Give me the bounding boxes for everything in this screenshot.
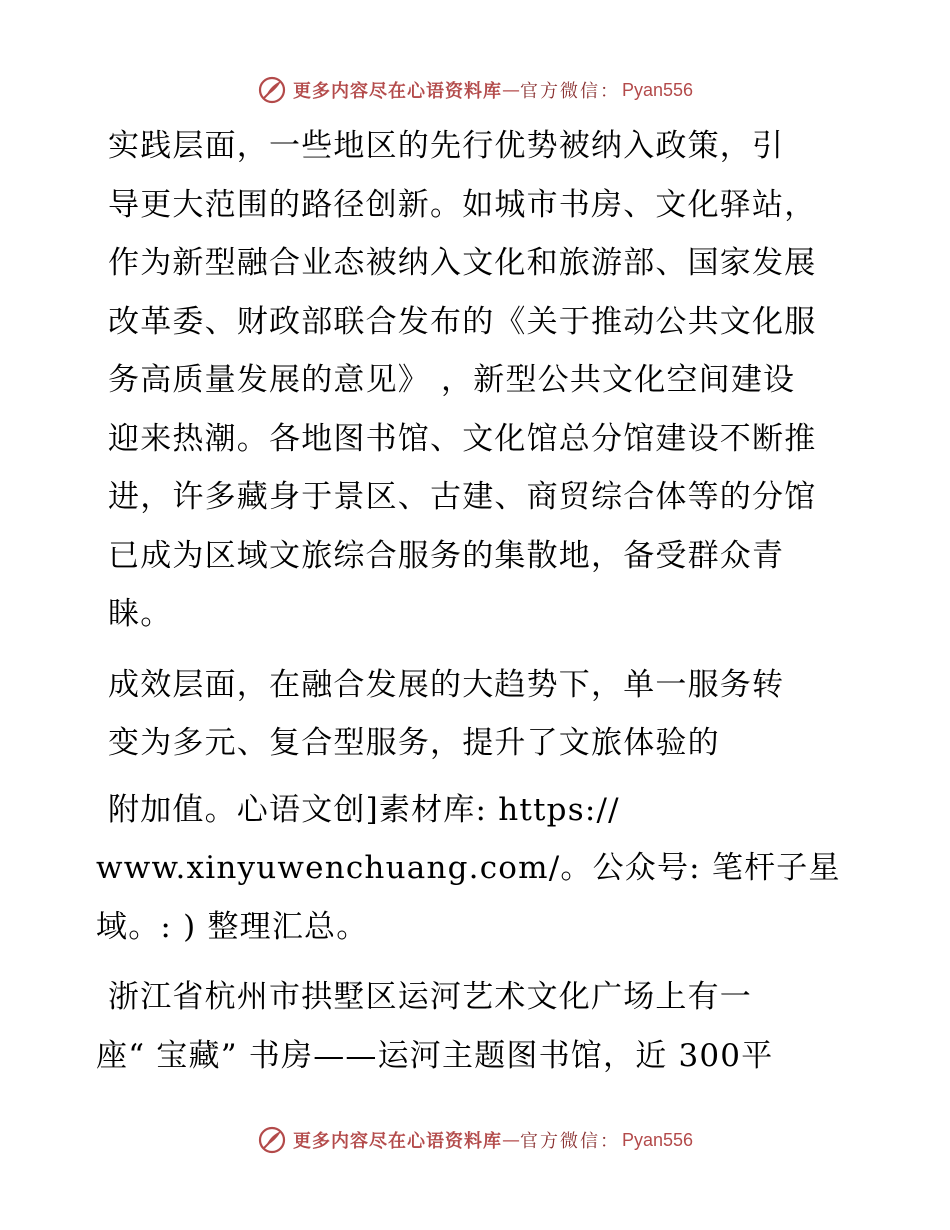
text-line: 变为多元、复合型服务，提升了文旅体验的 [108, 725, 720, 761]
banner-official-label: 官方微信： [519, 81, 620, 102]
document-body [96, 117, 866, 1085]
paragraph-source-note [96, 781, 866, 957]
text-line: 已成为区域文旅综合服务的集散地，备受群众青 [108, 537, 785, 574]
text-line-url: www.xinyuwenchuang.com/。公众号: 笔杆子星 [96, 850, 841, 886]
text-line: 作为新型融合业态被纳入文化和旅游部、国家发展 [108, 245, 817, 281]
paragraph-results [96, 656, 866, 773]
banner-brand-text: 更多内容尽在心语资料库 [292, 1131, 502, 1152]
text-line: 睐。 [108, 596, 173, 632]
text-line: 进，许多藏身于景区、古建、商贸综合体等的分馆 [108, 479, 817, 515]
banner-separator: — [501, 1129, 520, 1151]
text-line: 导更大范围的路径创新。如城市书房、文化驿站， [108, 186, 817, 223]
quill-pen-logo-icon [257, 1125, 287, 1155]
banner-brand-text: 更多内容尽在心语资料库 [292, 81, 502, 102]
paragraph-zhejiang [96, 968, 866, 1085]
text-line: 实践层面，一些地区的先行优势被纳入政策，引 [108, 128, 785, 164]
text-line: 座“ 宝藏” 书房——运河主题图书馆，近 300平 [96, 1037, 774, 1074]
text-line: 浙江省杭州市拱墅区运河艺术文化广场上有一 [108, 979, 752, 1015]
banner-official-label: 官方微信： [519, 1131, 620, 1152]
banner-separator: — [501, 79, 520, 101]
header-watermark-banner [0, 70, 950, 110]
quill-pen-logo-icon [257, 75, 287, 105]
text-line: 域。: ) 整理汇总。 [96, 908, 369, 945]
banner-wechat-id: Pyan556 [621, 1129, 694, 1150]
text-line: 迎来热潮。各地图书馆、文化馆总分馆建设不断推 [108, 420, 817, 457]
footer-watermark-banner [0, 1120, 950, 1160]
banner-wechat-id: Pyan556 [621, 79, 694, 100]
text-line: 务高质量发展的意见》 ，新型公共文化空间建设 [108, 362, 796, 398]
text-line: 附加值。心语文创]素材库: https:// [108, 791, 620, 828]
paragraph-practice [96, 117, 866, 644]
text-line: 改革委、财政部联合发布的《关于推动公共文化服 [108, 303, 817, 340]
text-line: 成效层面，在融合发展的大趋势下，单一服务转 [108, 666, 785, 703]
